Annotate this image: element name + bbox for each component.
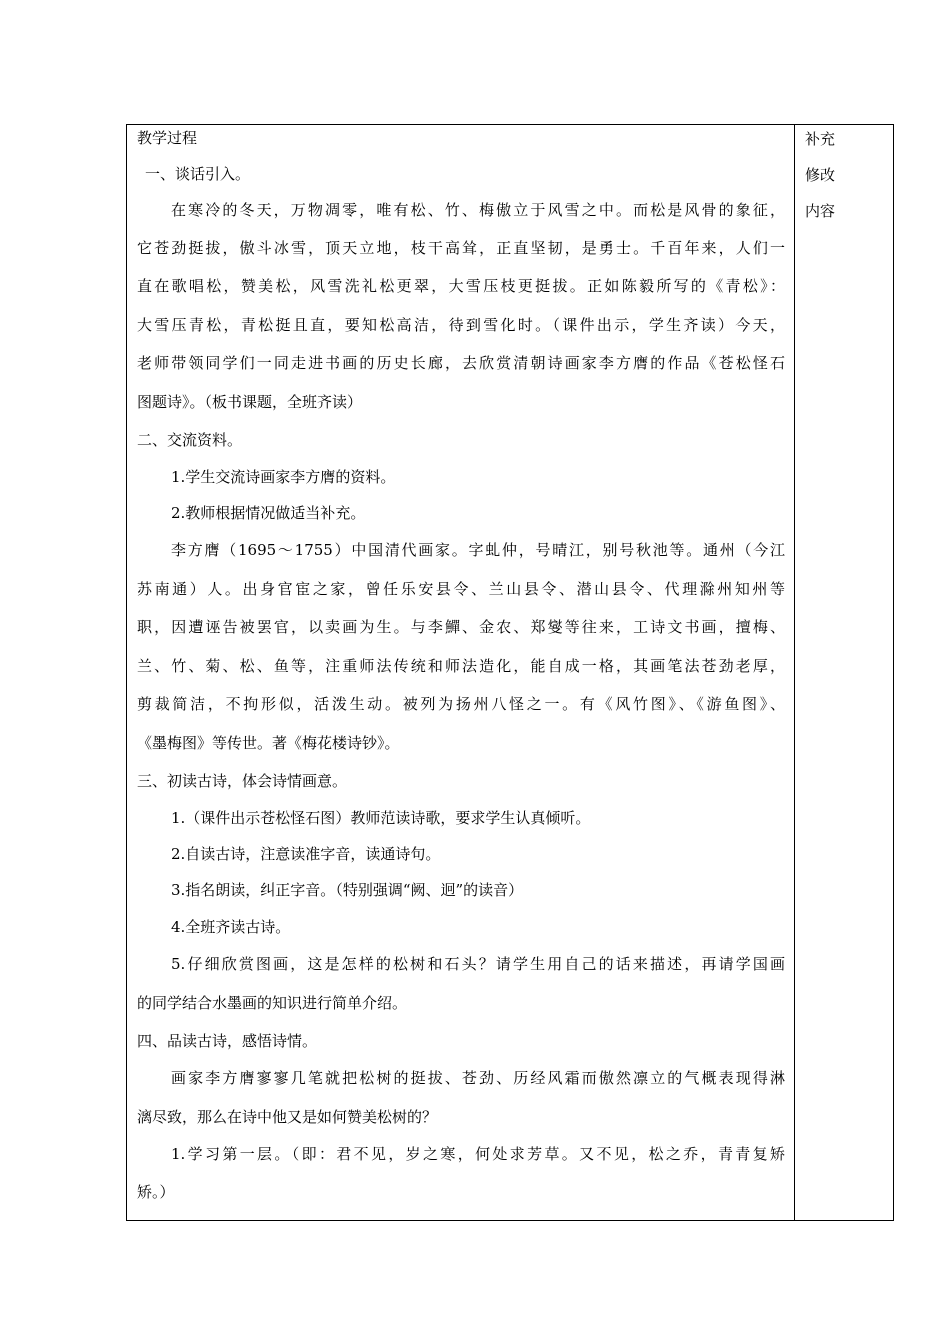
lesson-plan-table — [126, 124, 894, 1221]
paragraph-line: 在寒冷的冬天，万物凋零，唯有松、竹、梅傲立于风雪之中。而松是风骨的象征， — [171, 201, 785, 219]
paragraph-line: 《墨梅图》等传世。著《梅花楼诗钞》。 — [137, 734, 400, 752]
section-heading: 一、谈话引入。 — [145, 165, 251, 183]
paragraph-line: 大雪压青松，青松挺且直，要知松高洁，待到雪化时。（课件出示，学生齐读）今天， — [137, 316, 785, 334]
section-heading: 四、品读古诗，感悟诗情。 — [137, 1032, 318, 1050]
list-item: 5.仔细欣赏图画，这是怎样的松树和石头？请学生用自己的话来描述，再请学国画 — [171, 955, 785, 973]
list-item: 1.学习第一层。（即：君不见，岁之寒，何处求芳草。又不见，松之乔，青青复矫 — [171, 1145, 785, 1163]
side-label: 内容 — [805, 202, 836, 220]
side-label: 补充 — [805, 130, 836, 148]
list-item: 4.全班齐读古诗。 — [171, 918, 291, 936]
side-label: 修改 — [805, 166, 836, 184]
paragraph-line: 老师带领同学们一同走进书画的历史长廊，去欣赏清朝诗画家李方膺的作品《苍松怪石 — [137, 354, 785, 372]
revision-notes-column — [795, 125, 892, 1220]
list-item: 1.学生交流诗画家李方膺的资料。 — [171, 468, 396, 486]
column-heading: 教学过程 — [137, 129, 198, 147]
paragraph-line: 李方膺（1695～1755）中国清代画家。字虬仲，号晴江，别号秋池等。通州（今江 — [171, 541, 785, 559]
list-item: 2.教师根据情况做适当补充。 — [171, 504, 366, 522]
paragraph-line: 的同学结合水墨画的知识进行简单介绍。 — [137, 994, 408, 1012]
paragraph-line: 矫。） — [137, 1183, 175, 1201]
paragraph-line: 职，因遭诬告被罢官，以卖画为生。与李鱓、金农、郑燮等往来，工诗文书画，擅梅、 — [137, 618, 785, 636]
teaching-process-column — [127, 125, 795, 1220]
paragraph-line: 苏南通）人。出身官宦之家，曾任乐安县令、兰山县令、潜山县令、代理滁州知州等 — [137, 580, 785, 598]
paragraph-line: 直在歌唱松，赞美松，风雪洗礼松更翠，大雪压枝更挺拔。正如陈毅所写的《青松》： — [137, 277, 785, 295]
list-item: 1.（课件出示苍松怪石图）教师范读诗歌，要求学生认真倾听。 — [171, 809, 591, 827]
paragraph-line: 兰、竹、菊、松、鱼等，注重师法传统和师法造化，能自成一格，其画笔法苍劲老厚， — [137, 657, 785, 675]
list-item: 2.自读古诗，注意读准字音，读通诗句。 — [171, 845, 441, 863]
paragraph-line: 漓尽致，那么在诗中他又是如何赞美松树的？ — [137, 1108, 438, 1126]
paragraph-line: 剪裁简洁，不拘形似，活泼生动。被列为扬州八怪之一。有《风竹图》、《游鱼图》、 — [137, 695, 785, 713]
paragraph-line: 画家李方膺寥寥几笔就把松树的挺拔、苍劲、历经风霜而傲然凛立的气概表现得淋 — [171, 1069, 785, 1087]
paragraph-line: 图题诗》。（板书课题，全班齐读） — [137, 393, 363, 411]
section-heading: 二、交流资料。 — [137, 431, 243, 449]
list-item: 3.指名朗读，纠正字音。（特别强调“阙、迥”的读音） — [171, 881, 524, 899]
paragraph-line: 它苍劲挺拔，傲斗冰雪，顶天立地，枝干高耸，正直坚韧，是勇士。千百年来，人们一 — [137, 239, 785, 257]
section-heading: 三、初读古诗，体会诗情画意。 — [137, 772, 348, 790]
